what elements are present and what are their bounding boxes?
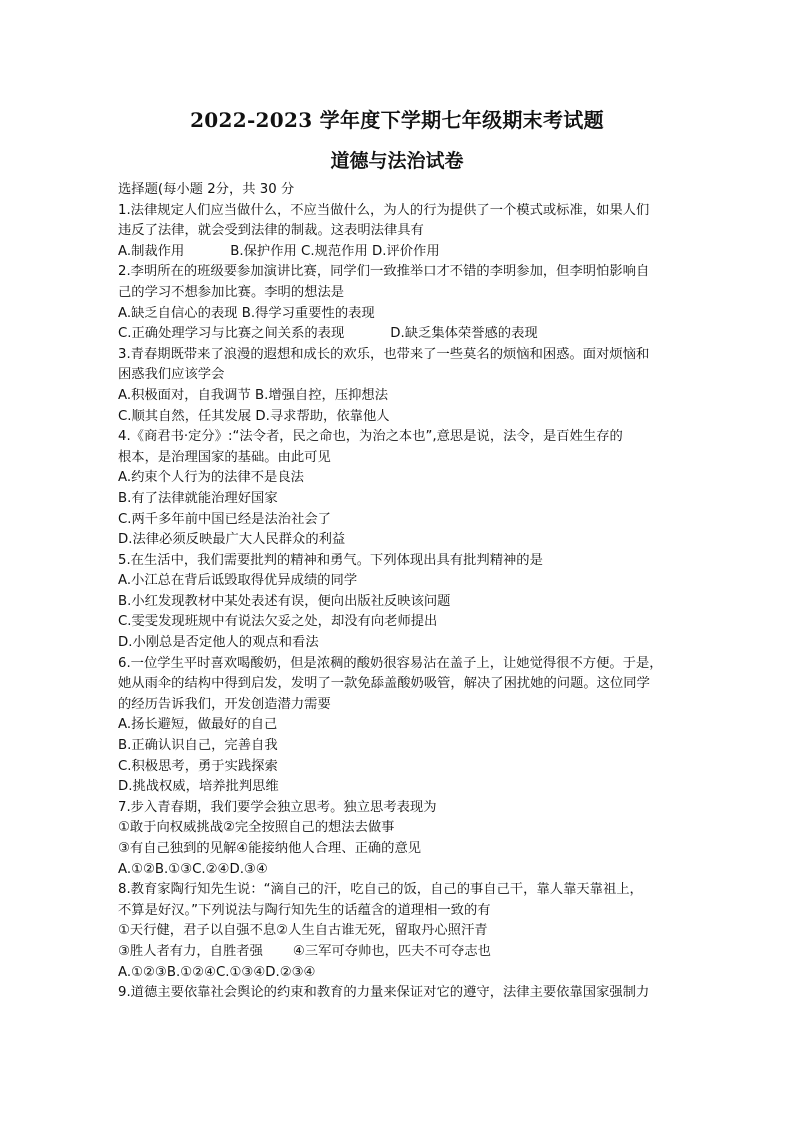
question-stem: 7.步入青春期，我们要学会独立思考。独立思考表现为 bbox=[118, 799, 437, 815]
question-options: A.积极面对，自我调节 B.增强自控，压抑想法 bbox=[118, 387, 389, 403]
statement-options: ①敢于向权威挑战②完全按照自己的想法去做事 bbox=[118, 820, 395, 836]
option-b: B.正确认识自己，完善自我 bbox=[118, 738, 278, 754]
option-c: C.积极思考，勇于实践探索 bbox=[118, 758, 278, 774]
statement-options: ①天行健，君子以自强不息②人生自古谁无死，留取丹心照汗青 bbox=[118, 923, 488, 939]
question-stem: 8.教育家陶行知先生说：“滴自己的汗，吃自己的饭，自己的事自己干，靠人靠天靠祖上， bbox=[118, 882, 643, 898]
question-stem: 5.在生活中，我们需要批判的精神和勇气。下列体现出具有批判精神的是 bbox=[118, 552, 543, 568]
option-d: D.缺乏集体荣誉感的表现 bbox=[390, 326, 538, 342]
statement-3: ③胜人者有力，自胜者强 bbox=[118, 943, 263, 959]
question-options bbox=[118, 324, 684, 345]
option-bcd: B.保护作用 C.规范作用 D.评价作用 bbox=[230, 243, 440, 259]
section-label: 选择题(每小题 2分，共 30 分 bbox=[118, 182, 295, 197]
option-b: B.小红发现教材中某处表述有误，便向出版社反映该问题 bbox=[118, 593, 451, 609]
question-9 bbox=[118, 983, 684, 1004]
answer-options: A.①②③B.①②④C.①③④D.②③④ bbox=[118, 964, 316, 980]
question-stem: 6.一位学生平时喜欢喝酸奶，但是浓稠的酸奶很容易沾在盖子上，让她觉得很不方便。于是， bbox=[118, 655, 663, 671]
option-a: A.扬长避短，做最好的自己 bbox=[118, 717, 278, 733]
statement-options bbox=[118, 942, 684, 963]
question-8 bbox=[118, 880, 684, 983]
exam-body bbox=[118, 180, 684, 1004]
option-c: C.两千多年前中国已经是法治社会了 bbox=[118, 511, 331, 527]
statement-options: ③有自己独到的见解④能接纳他人合理、正确的意见 bbox=[118, 841, 422, 856]
question-stem: 的经历告诉我们，开发创造潜力需要 bbox=[118, 696, 331, 712]
question-2 bbox=[118, 262, 684, 344]
question-stem: 1.法律规定人们应当做什么，不应当做什么，为人的行为提供了一个模式或标准，如果人们 bbox=[118, 202, 650, 218]
question-stem: 4.《商君书·定分》:“法令者，民之命也，为治之本也”,意思是说，法令，是百姓生存的 bbox=[118, 429, 623, 445]
question-6 bbox=[118, 654, 684, 798]
question-stem: 困惑我们应该学会 bbox=[118, 367, 225, 383]
statement-4: ④三军可夺帅也，匹夫不可夺志也 bbox=[292, 943, 491, 959]
option-d: D.挑战权威，培养批判思维 bbox=[118, 779, 279, 795]
option-a: A.制裁作用 bbox=[118, 243, 185, 259]
exam-subtitle: 道德与法治试卷 bbox=[330, 150, 464, 172]
option-a: A.约束个人行为的法律不是良法 bbox=[118, 470, 304, 486]
option-c: C.雯雯发现班规中有说法欠妥之处，却没有向老师提出 bbox=[118, 614, 438, 630]
question-1 bbox=[118, 201, 684, 263]
question-5 bbox=[118, 551, 684, 654]
question-7 bbox=[118, 798, 684, 880]
question-3 bbox=[118, 345, 684, 427]
option-c: C.正确处理学习与比赛之间关系的表现 bbox=[118, 326, 345, 342]
question-options: A.缺乏自信心的表现 B.得学习重要性的表现 bbox=[118, 305, 375, 321]
exam-title: 2022-2023 学年度下学期七年级期末考试题 bbox=[190, 108, 604, 132]
option-d: D.法律必须反映最广大人民群众的利益 bbox=[118, 532, 346, 548]
answer-options: A.①②B.①③C.②④D.③④ bbox=[118, 861, 268, 877]
question-stem: 9.道德主要依靠社会舆论的约束和教育的力量来保证对它的遵守，法律主要依靠国家强制力 bbox=[118, 985, 650, 1001]
question-stem: 根本，是治理国家的基础。由此可见 bbox=[118, 449, 331, 465]
question-stem: 己的学习不想参加比赛。李明的想法是 bbox=[118, 284, 345, 300]
question-options: C.顺其自然，任其发展 D.寻求帮助，依靠他人 bbox=[118, 408, 390, 424]
question-stem: 3.青春期既带来了浪漫的遐想和成长的欢乐，也带来了一些莫名的烦恼和困惑。面对烦恼和 bbox=[118, 346, 650, 362]
question-stem: 她从雨伞的结构中得到启发，发明了一款免舔盖酸奶吸管，解决了困扰她的问题。这位同学 bbox=[118, 676, 650, 692]
option-d: D.小刚总是否定他人的观点和看法 bbox=[118, 635, 319, 651]
question-4 bbox=[118, 427, 684, 551]
question-stem: 不算是好汉。”下列说法与陶行知先生的话蕴含的道理相一致的有 bbox=[118, 902, 491, 918]
question-options bbox=[118, 242, 684, 263]
option-a: A.小江总在背后诋毁取得优异成绩的同学 bbox=[118, 573, 358, 589]
question-stem: 2.李明所在的班级要参加演讲比赛，同学们一致推举口才不错的李明参加，但李明怕影响自 bbox=[118, 264, 650, 280]
question-stem: 违反了法律，就会受到法律的制裁。这表明法律具有 bbox=[118, 223, 424, 239]
option-b: B.有了法律就能治理好国家 bbox=[118, 490, 278, 506]
